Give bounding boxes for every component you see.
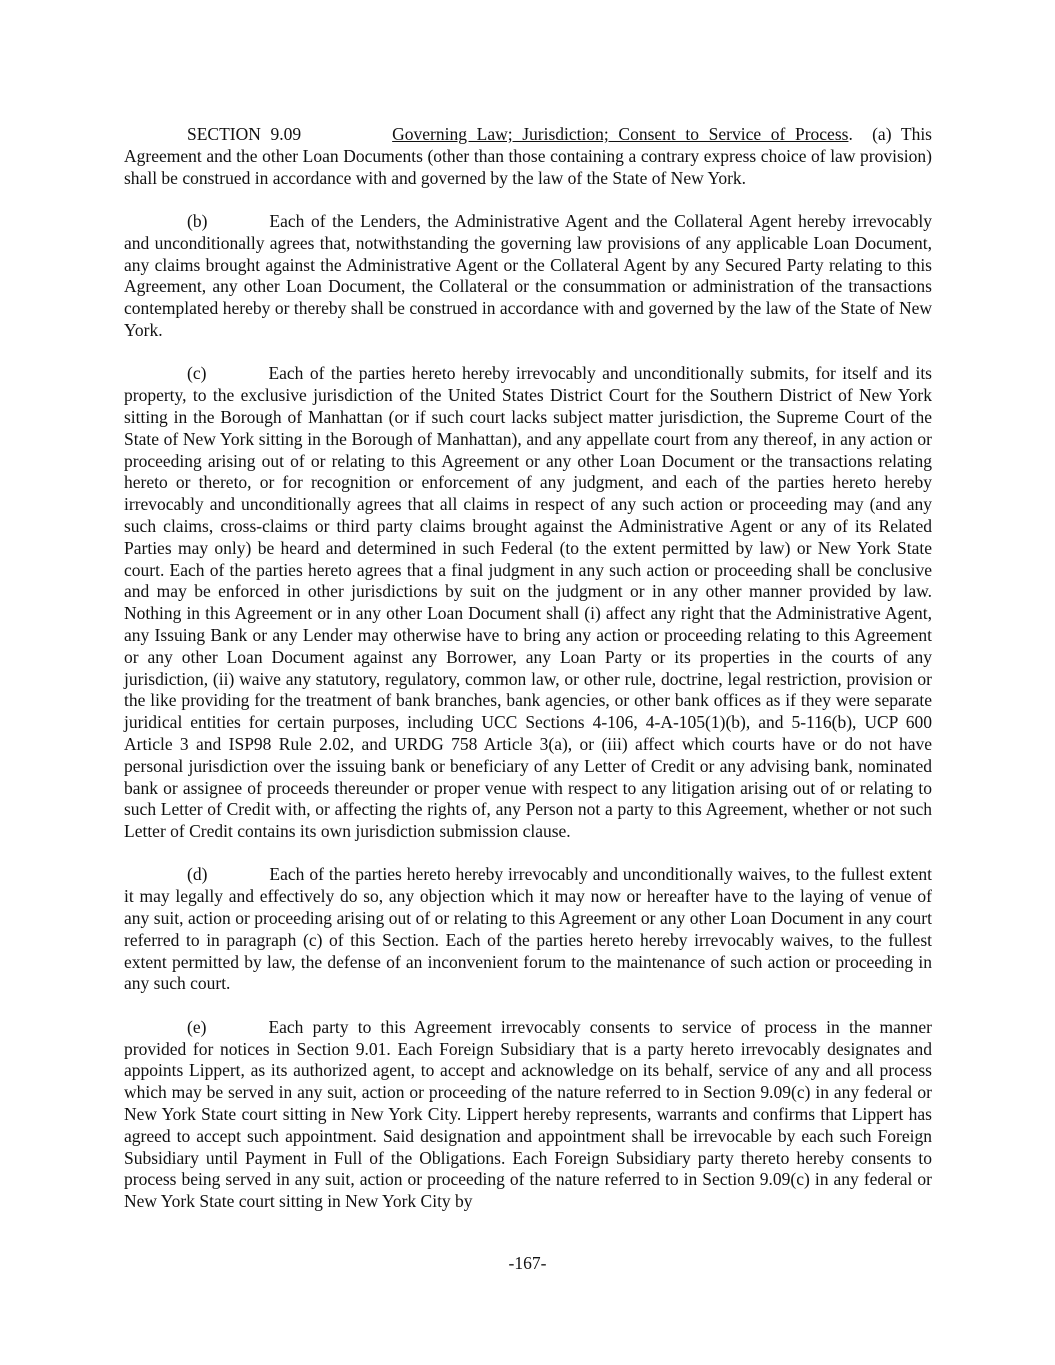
paragraph-label-b: (b) <box>187 210 208 231</box>
paragraph-text-c: Each of the parties hereto hereby irrevocably and unconditionally submits, for itself and its property, to the exclusive jurisdiction of the United States District Court for the Southern District of New York sitting in the Borough of Manhattan (or if such court lacks subject matter jurisdiction, the Supreme Court of the State of New York sitting in the Borough of Manhattan), and any appellate court from any thereof, in any action or proceeding arising out of or relating to this Agreement or any other Loan Document or the transactions relating hereto or thereto, or for recognition or enforcement of any judgment, and each of the parties hereto hereby irrevocably and unconditionally agrees that all claims in respect of any such action or proceeding may (and any such claims, cross-claims or third party claims brought against the Administrative Agent or any of its Related Parties may only) be heard and determined in such Federal (to the extent permitted by law) or New York State court. Each of the parties hereto agrees that a final judgment in any such action or proceeding shall be conclusive and may be enforced in other jurisdictions by suit on the judgment or in any other manner provided by law. Nothing in this Agreement or in any other Loan Document shall (i) affect any right that the Administrative Agent, any Issuing Bank or any Lender may otherwise have to bring any action or proceeding relating to this Agreement or any other Loan Document against any Borrower, any Loan Party or its properties in the courts of any jurisdiction, (ii) waive any statutory, regulatory, common law, or other rule, doctrine, legal restriction, provision or the like providing for the treatment of bank branches, bank agencies, or other bank offices as if they were separate juridical entities for certain purposes, including UCC Sections 4-106, 4-A-105(1)(b), and 5-116(b), UCP 600 Article 3 and ISP98 Rule 2.02, and URDG 758 Article 3(a), or (iii) affect which courts have or do not have personal jurisdiction over the issuing bank or beneficiary of any Letter of Credit or any advising bank, nominated bank or assignee of proceeds thereunder or proper venue with respect to any litigation arising out of or relating to such Letter of Credit with, or affecting the rights of, any Person not a party to this Agreement, whether or not such Letter of Credit contains its own jurisdiction submission clause. <box>124 363 932 842</box>
document-page <box>124 124 932 1235</box>
paragraph-e <box>124 1017 932 1213</box>
paragraph-text-a: This Agreement and the other Loan Documents (other than those containing a contrary express choice of law provision) shall be construed in accordance with and governed by the law of the State of New York. <box>124 124 932 188</box>
section-number: SECTION 9.09 <box>187 124 302 144</box>
paragraph-label-d: (d) <box>187 864 208 885</box>
page-number: -167- <box>508 1253 547 1273</box>
paragraph-label-c: (c) <box>187 363 207 384</box>
paragraph-label-e: (e) <box>187 1016 207 1037</box>
paragraph-text-d: Each of the parties hereto hereby irrevocably and unconditionally waives, to the fullest extent it may legally and effectively do so, any objection which it may now or hereafter have to the laying of venue of any suit, action or proceeding arising out of or relating to this Agreement or any other Loan Document in any court referred to in paragraph (c) of this Section. Each of the parties hereto hereby irrevocably waives, to the fullest extent permitted by law, the defense of an inconvenient forum to the maintenance of such action or proceeding in any such court. <box>124 864 932 994</box>
section-paragraph-a <box>124 124 932 189</box>
section-heading: Governing Law; Jurisdiction; Consent to Service of Process <box>392 124 849 144</box>
paragraph-c <box>124 363 932 843</box>
paragraph-text-e: Each party to this Agreement irrevocably consents to service of process in the manner provided for notices in Section 9.01. Each Foreign Subsidiary that is a party hereto irrevocably designates and appoints Lippert, as its authorized agent, to accept and acknowledge on its behalf, service of any and all process which may be served in any suit, action or proceeding of the nature referred to in Section 9.09(c) in any federal or New York State court sitting in New York City. Lippert hereby represents, warrants and confirms that Lippert has agreed to accept such appointment. Said designation and appointment shall be irrevocable by each such Foreign Subsidiary until Payment in Full of the Obligations. Each Foreign Subsidiary party thereto hereby consents to process being served in any suit, action or proceeding of the nature referred to in Section 9.09(c) in any federal or New York State court sitting in New York City by <box>124 1016 932 1212</box>
heading-punctuation: . <box>848 124 853 144</box>
paragraph-b <box>124 211 932 342</box>
paragraph-d <box>124 864 932 995</box>
paragraph-label-a: (a) <box>872 124 892 144</box>
paragraph-text-b: Each of the Lenders, the Administrative Agent and the Collateral Agent hereby irrevocably and unconditionally agrees that, notwithstanding the governing law provisions of any applicable Loan Document, any claims brought against the Administrative Agent or the Collateral Agent by any Secured Party relating to this Agreement, any other Loan Document, the Collateral or the consummation or administration of the transactions contemplated hereby or thereby shall be construed in accordance with and governed by the law of the State of New York. <box>124 210 932 340</box>
